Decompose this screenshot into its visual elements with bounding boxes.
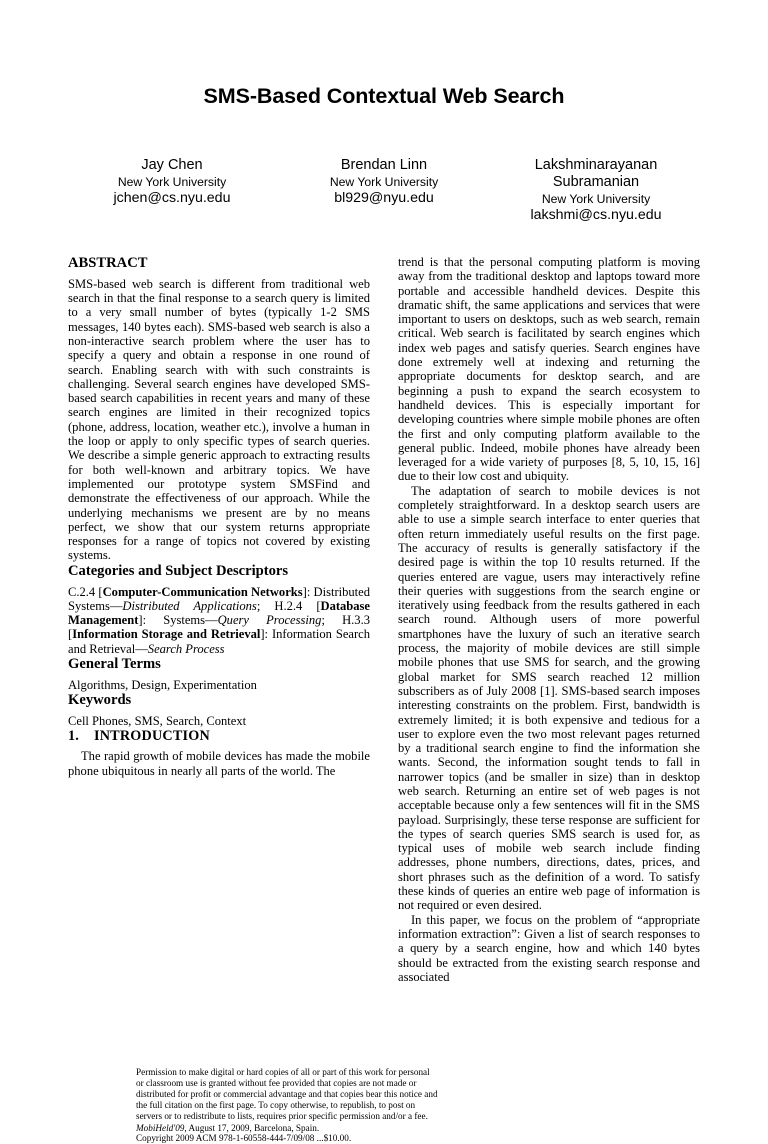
author-email: bl929@nyu.edu — [334, 190, 434, 207]
body-columns — [68, 255, 700, 1144]
categories-segment-plain: ; H.3.3 [ — [68, 613, 370, 642]
intro-paragraph-continued: trend is that the personal computing platform is moving away from the traditional desktop and laptops toward more portable and accessible handheld devices. Despite this dramatic shift, the same applications and services that were important to users on desktops, such as web search, remain critical. Web search is facilitated by search engines which index web pages and satisfy queries. Search engines have done extremely well at indexing and returning the appropriate documents for desktop search, and are beginning a push to expand the search ecosystem to handheld devices. This is especially important for developing countries where simple mobile phones are often the first and only computing platform available to the general public. Indeed, mobile phones have already been leveraged for a wide variety of purposes [8, 5, 10, 15, 16] due to their low cost and ubiquity. — [398, 255, 700, 484]
author-entry — [66, 157, 278, 207]
keywords-heading: Keywords — [68, 692, 132, 709]
author-entry — [278, 157, 490, 207]
page-title: SMS-Based Contextual Web Search — [203, 84, 565, 108]
section-title: INTRODUCTION — [94, 728, 210, 745]
venue-details: August 17, 2009, Barcelona, Spain. — [186, 1122, 320, 1133]
categories-segment-italic: Distributed Applications — [122, 598, 257, 613]
categories-heading: Categories and Subject Descriptors — [68, 562, 289, 579]
author-affiliation: New York University — [329, 174, 439, 189]
abstract-text: SMS-based web search is different from traditional web search in that the final response to a search query is limited to a very small number of bytes (typically 1-2 SMS messages, 140 bytes each). SMS-based web search is also a non-interactive search problem where the user has to specify a query and obtain a response in one round of search. Enabling search with with such constraints is challenging. Several search engines have developed SMS-based search capabilities in recent years and many of these search engines are limited in their recognized topics (phone, address, location, weather etc.), involve a human in the loop or apply to only specific types of search queries. We describe a simple generic approach to extracting results for both well-known and arbitrary topics. We have implemented our prototype system SMSFind and demonstrate the effectiveness of our approach. While the underlying mechanisms we present are by no means perfect, we show that our system returns appropriate responses for a range of topics not covered by existing systems. — [68, 276, 370, 563]
intro-paragraph-2: The adaptation of search to mobile devices is not completely straightforward. In a desktop search users are able to use a simple search interface to enter queries that often return immediately useful results on the first page. The accuracy of results is generally satisfactory if the desired page is within the top 10 results returned. If the queries entered are vague, users may interactively refine their queries with suggestions from the search engine or iteratively using feedback from the results gathered in each search round. Although users of more powerful smartphones have the luxury of such an iterative search process, the majority of mobile devices are still simple mobile phones that use SMS for search, and the growing global market for SMS search reached 12 million subscribers as of July 2008 [1]. SMS-based search imposes interesting constraints on the problem. First, bandwidth is extremely limited; it is both expensive and tedious for a user to explore even the two most relevant pages returned by a traditional search engine to find the information she wants. Second, the information sought tends to fall in narrower topics (and be smaller in size) than in desktop web search. Returning an entire set of web pages is not acceptable because only a few sentences will fit in the SMS payload. Surprisingly, these terse response are sufficient for the types of search queries SMS search is used for, as typical uses of mobile web search include finding addresses, phone numbers, directions, dates, prices, and short phrases such as the definition of a word. To satisfy these kinds of queries an entire web page of information is not required or even desired. — [398, 483, 700, 913]
introduction-heading — [68, 728, 370, 744]
categories-segment-plain: ; H.2.4 [ — [256, 598, 321, 613]
categories-segment-bold: Computer-Communication Networks — [102, 584, 303, 599]
author-name: Jay Chen — [141, 156, 203, 173]
categories-segment-bold: Database Management — [68, 598, 371, 628]
author-entry — [490, 157, 702, 224]
title-block — [0, 0, 768, 224]
copyright-block — [136, 1067, 438, 1144]
intro-paragraph-start: The rapid growth of mobile devices has made the mobile phone ubiquitous in nearly all parts of the world. The — [68, 749, 370, 778]
author-list — [0, 157, 768, 224]
categories-segment-plain: ]: Information Search and Retrieval— — [68, 627, 370, 656]
categories-segment-plain: C.2.4 [ — [68, 584, 103, 599]
section-number: 1. — [68, 728, 80, 745]
copyright-venue — [136, 1123, 438, 1134]
keywords-text: Cell Phones, SMS, Search, Context — [68, 713, 247, 728]
categories-text — [68, 585, 370, 656]
categories-segment-italic: Search Process — [147, 641, 225, 656]
author-name: Brendan Linn — [340, 156, 428, 173]
author-email: jchen@cs.nyu.edu — [113, 190, 231, 207]
categories-segment-bold: Information Storage and Retrieval — [72, 627, 261, 642]
venue-name: MobiHeld'09, — [136, 1122, 187, 1133]
author-affiliation: New York University — [117, 174, 227, 189]
intro-paragraph-3: In this paper, we focus on the problem of “appropriate information extraction”: Given a list of search responses to a query by a search engine, how and which 140 bytes should be extracted from the existing search response and associated — [398, 912, 700, 984]
author-affiliation: New York University — [541, 192, 651, 207]
categories-segment-plain: ]: Systems— — [138, 613, 218, 628]
categories-segment-italic: Query Processing — [217, 613, 322, 628]
general-terms-text: Algorithms, Design, Experimentation — [68, 677, 257, 692]
copyright-permission: Permission to make digital or hard copies of all or part of this work for personal or classroom use is granted without fee provided that copies are not made or distributed for profit or commercial advantage and that copies bear this notice and the full citation on the first page. To copy otherwise, to republish, to post on servers or to redistribute to lists, requires prior specific permission and/or a fee. — [136, 1067, 438, 1121]
abstract-heading: ABSTRACT — [68, 255, 148, 271]
right-column — [398, 255, 700, 984]
left-column — [68, 255, 438, 1144]
copyright-acm: Copyright 2009 ACM 978-1-60558-444-7/09/08 ...$10.00. — [136, 1133, 352, 1144]
author-email: lakshmi@cs.nyu.edu — [530, 207, 662, 224]
categories-segment-plain: ]: Distributed Systems— — [68, 584, 370, 613]
general-terms-heading: General Terms — [68, 655, 161, 672]
author-name: Lakshminarayanan Subramanian — [534, 156, 658, 190]
